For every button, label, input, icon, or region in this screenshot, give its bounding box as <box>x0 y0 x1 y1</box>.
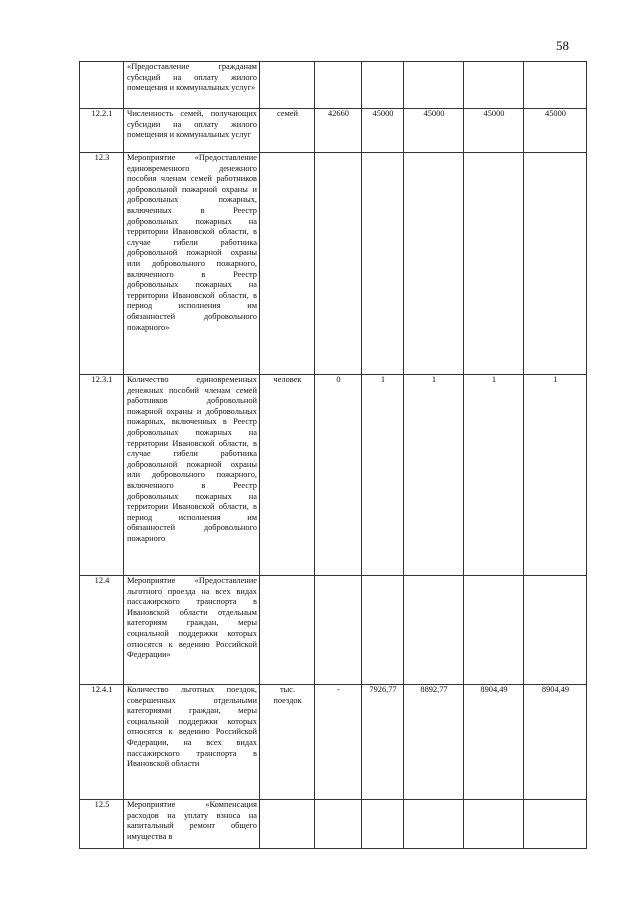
value-cell: 0 <box>315 375 362 576</box>
unit-cell: тыс. поездок <box>260 685 315 800</box>
row-number-cell: 12.3 <box>80 153 124 375</box>
unit-cell: человек <box>260 375 315 576</box>
value-cell <box>464 153 524 375</box>
value-cell <box>315 576 362 685</box>
table-row <box>80 800 587 849</box>
value-cell <box>524 800 587 849</box>
indicator-description-cell: Количество льготных поездок, совершенных отдельными категориями граждан, меры социальной поддержки которых относятся к ведению Российской Федерации, на всех видах пассажирского транспорта в Ивановской области <box>124 685 260 800</box>
value-cell <box>362 800 404 849</box>
value-cell: 8904,49 <box>524 685 587 800</box>
unit-cell: семей <box>260 109 315 153</box>
value-cell <box>404 62 464 109</box>
value-cell <box>362 62 404 109</box>
value-cell: 7926,77 <box>362 685 404 800</box>
table-row <box>80 576 587 685</box>
row-number-cell: 12.5 <box>80 800 124 849</box>
value-cell: 1 <box>464 375 524 576</box>
value-cell: 1 <box>524 375 587 576</box>
value-cell <box>464 800 524 849</box>
value-cell: 42660 <box>315 109 362 153</box>
value-cell: 45000 <box>464 109 524 153</box>
value-cell <box>464 576 524 685</box>
value-cell: 8904,49 <box>464 685 524 800</box>
indicator-description-cell: Количество единовременных денежных пособий членам семей работников добровольной пожарной охраны и добровольных пожарных, включенных в Реестр добровольных пожарных на территории Ивановской области, в случае гибели работника добровольной пожарной охраны или добровольного пожарного, включенного в Реестр добровольных пожарных на территории Ивановской области, в период исполнения им обязанностей добровольного пожарного <box>124 375 260 576</box>
page-number: 58 <box>556 38 569 53</box>
value-cell <box>404 153 464 375</box>
row-number-cell: 12.3.1 <box>80 375 124 576</box>
row-number-cell <box>80 62 124 109</box>
value-cell <box>315 153 362 375</box>
table-row <box>80 685 587 800</box>
value-cell <box>404 800 464 849</box>
unit-cell <box>260 153 315 375</box>
value-cell <box>524 576 587 685</box>
table-row <box>80 62 587 109</box>
value-cell: 45000 <box>524 109 587 153</box>
value-cell <box>362 576 404 685</box>
table-row <box>80 375 587 576</box>
table-row <box>80 109 587 153</box>
unit-cell <box>260 62 315 109</box>
unit-cell <box>260 800 315 849</box>
table-body <box>80 62 587 849</box>
indicator-description-cell: Мероприятие «Компенсация расходов на уплату взноса на капитальный ремонт общего имущества в <box>124 800 260 849</box>
value-cell <box>362 153 404 375</box>
indicator-description-cell: Мероприятие «Предоставление единовременного денежного пособия членам семей работников добровольной пожарной охраны и добровольных пожарных, включенных в Реестр добровольных пожарных на территории Ивановской области, в случае гибели работника добровольной пожарной охраны или добровольного пожарного, включенного в Реестр добровольных пожарных на территории Ивановской области, в период исполнения им обязанностей добровольного пожарного» <box>124 153 260 375</box>
value-cell: - <box>315 685 362 800</box>
row-number-cell: 12.4 <box>80 576 124 685</box>
indicator-description-cell: Численность семей, получающих субсидии на оплату жилого помещения и коммунальных услуг <box>124 109 260 153</box>
row-number-cell: 12.2.1 <box>80 109 124 153</box>
value-cell: 1 <box>362 375 404 576</box>
value-cell <box>404 576 464 685</box>
value-cell <box>315 800 362 849</box>
value-cell <box>315 62 362 109</box>
value-cell: 1 <box>404 375 464 576</box>
value-cell <box>464 62 524 109</box>
indicator-description-cell: «Предоставление гражданам субсидий на оплату жилого помещения и коммунальных услуг» <box>124 62 260 109</box>
row-number-cell: 12.4.1 <box>80 685 124 800</box>
value-cell <box>524 62 587 109</box>
unit-cell <box>260 576 315 685</box>
indicators-table <box>79 61 587 849</box>
indicator-description-cell: Мероприятие «Предоставление льготного проезда на всех видах пассажирского транспорта в Ивановской области отдельным категориям граждан, меры социальной поддержки которых относятся к ведению Российской Федерации» <box>124 576 260 685</box>
table-row <box>80 153 587 375</box>
value-cell <box>524 153 587 375</box>
value-cell: 45000 <box>362 109 404 153</box>
value-cell: 45000 <box>404 109 464 153</box>
value-cell: 8892,77 <box>404 685 464 800</box>
